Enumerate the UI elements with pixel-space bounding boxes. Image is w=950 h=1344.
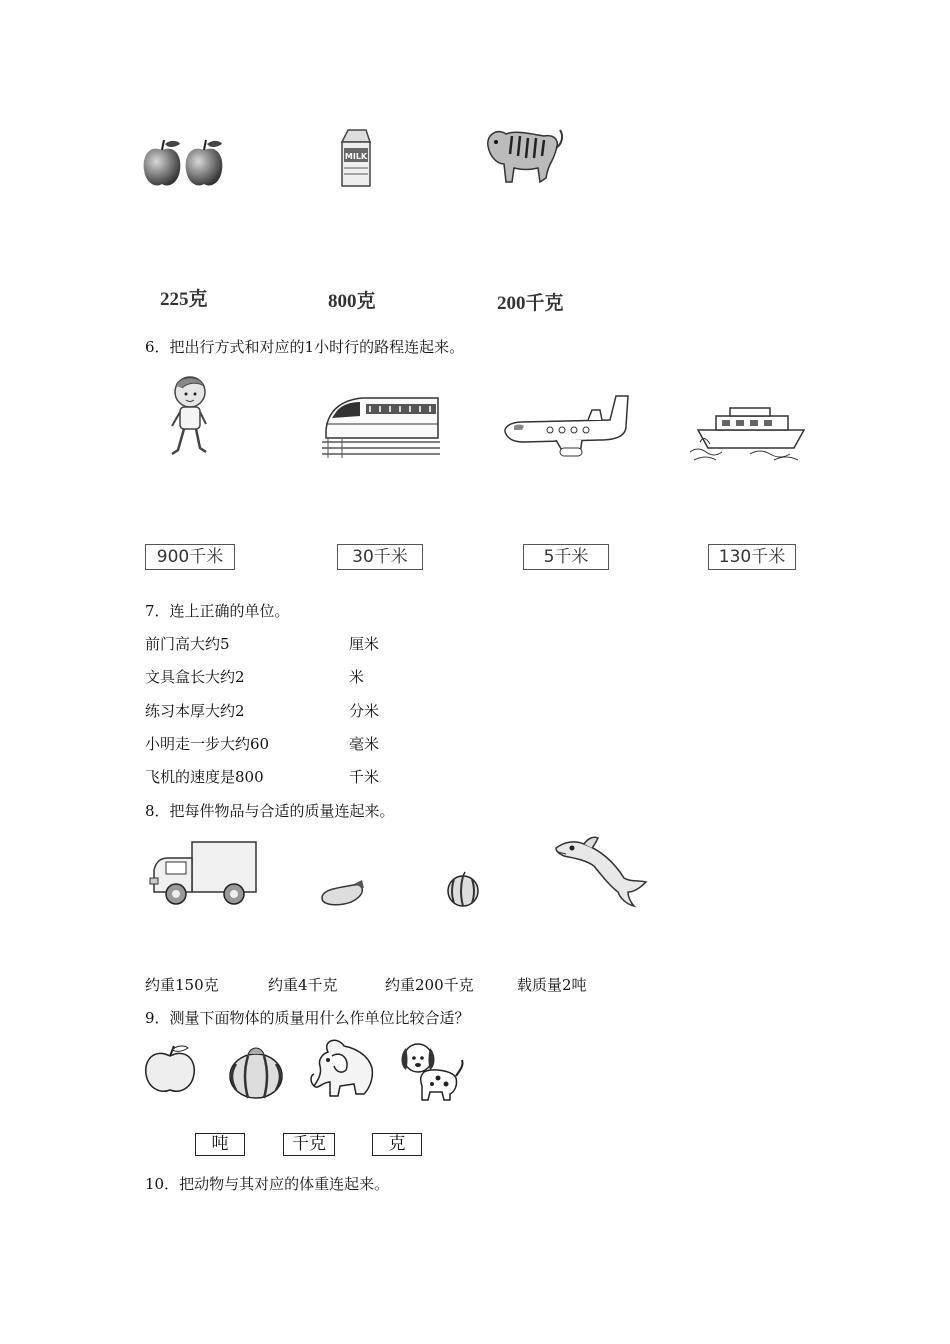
q7-unit-1: 厘米 bbox=[349, 635, 380, 653]
distance-box-3: 5千米 bbox=[523, 544, 609, 570]
q7-unit-2: 米 bbox=[349, 668, 365, 686]
distance-box-4: 130千米 bbox=[708, 544, 796, 570]
dog-icon bbox=[398, 1038, 466, 1104]
ship-icon bbox=[690, 402, 810, 462]
apple-outline-icon bbox=[142, 1044, 198, 1096]
unit-box-3: 克 bbox=[372, 1133, 422, 1156]
watermelon-icon bbox=[444, 872, 482, 908]
q7-item-1: 前门高大约5 bbox=[145, 635, 230, 653]
dolphin-icon bbox=[554, 836, 650, 908]
eggplant-icon bbox=[318, 878, 366, 908]
airplane-icon bbox=[500, 392, 634, 462]
question-7-title: 7．连上正确的单位。 bbox=[145, 602, 290, 620]
q7-unit-5: 千米 bbox=[349, 768, 380, 786]
q8-weight-2: 约重4千克 bbox=[268, 976, 338, 994]
q7-item-4: 小明走一步大约60 bbox=[145, 735, 270, 753]
weight-label-1: 225克 bbox=[160, 289, 208, 310]
q7-item-5: 飞机的速度是800 bbox=[145, 768, 264, 786]
tiger-icon bbox=[482, 124, 564, 190]
q8-weight-3: 约重200千克 bbox=[385, 976, 474, 994]
watermelon-outline-icon bbox=[226, 1046, 286, 1100]
truck-icon bbox=[150, 840, 258, 906]
q8-weight-4: 载质量2吨 bbox=[517, 976, 587, 994]
question-8-title: 8．把每件物品与合适的质量连起来。 bbox=[145, 802, 395, 820]
q7-unit-3: 分米 bbox=[349, 702, 380, 720]
distance-box-2: 30千米 bbox=[337, 544, 423, 570]
unit-box-2: 千克 bbox=[283, 1133, 335, 1156]
unit-box-1: 吨 bbox=[195, 1133, 245, 1156]
q7-unit-4: 毫米 bbox=[349, 735, 380, 753]
elephant-icon bbox=[308, 1036, 378, 1102]
q8-weight-1: 约重150克 bbox=[145, 976, 219, 994]
weight-label-3: 200千克 bbox=[497, 293, 564, 314]
weight-label-2: 800克 bbox=[328, 291, 376, 312]
question-9-title: 9．测量下面物体的质量用什么作单位比较合适？ bbox=[145, 1009, 470, 1027]
apple-icon bbox=[140, 136, 230, 191]
svg-text:MILK: MILK bbox=[344, 152, 368, 161]
walking-boy-icon bbox=[164, 374, 216, 460]
question-10-title: 10．把动物与其对应的体重连起来。 bbox=[145, 1175, 390, 1193]
train-icon bbox=[322, 390, 440, 460]
q7-item-2: 文具盒长大约2 bbox=[145, 668, 245, 686]
q7-item-3: 练习本厚大约2 bbox=[145, 702, 245, 720]
milk-carton-icon bbox=[336, 128, 376, 190]
question-6-title: 6．把出行方式和对应的1小时行的路程连起来。 bbox=[145, 338, 465, 356]
distance-box-1: 900千米 bbox=[145, 544, 235, 570]
